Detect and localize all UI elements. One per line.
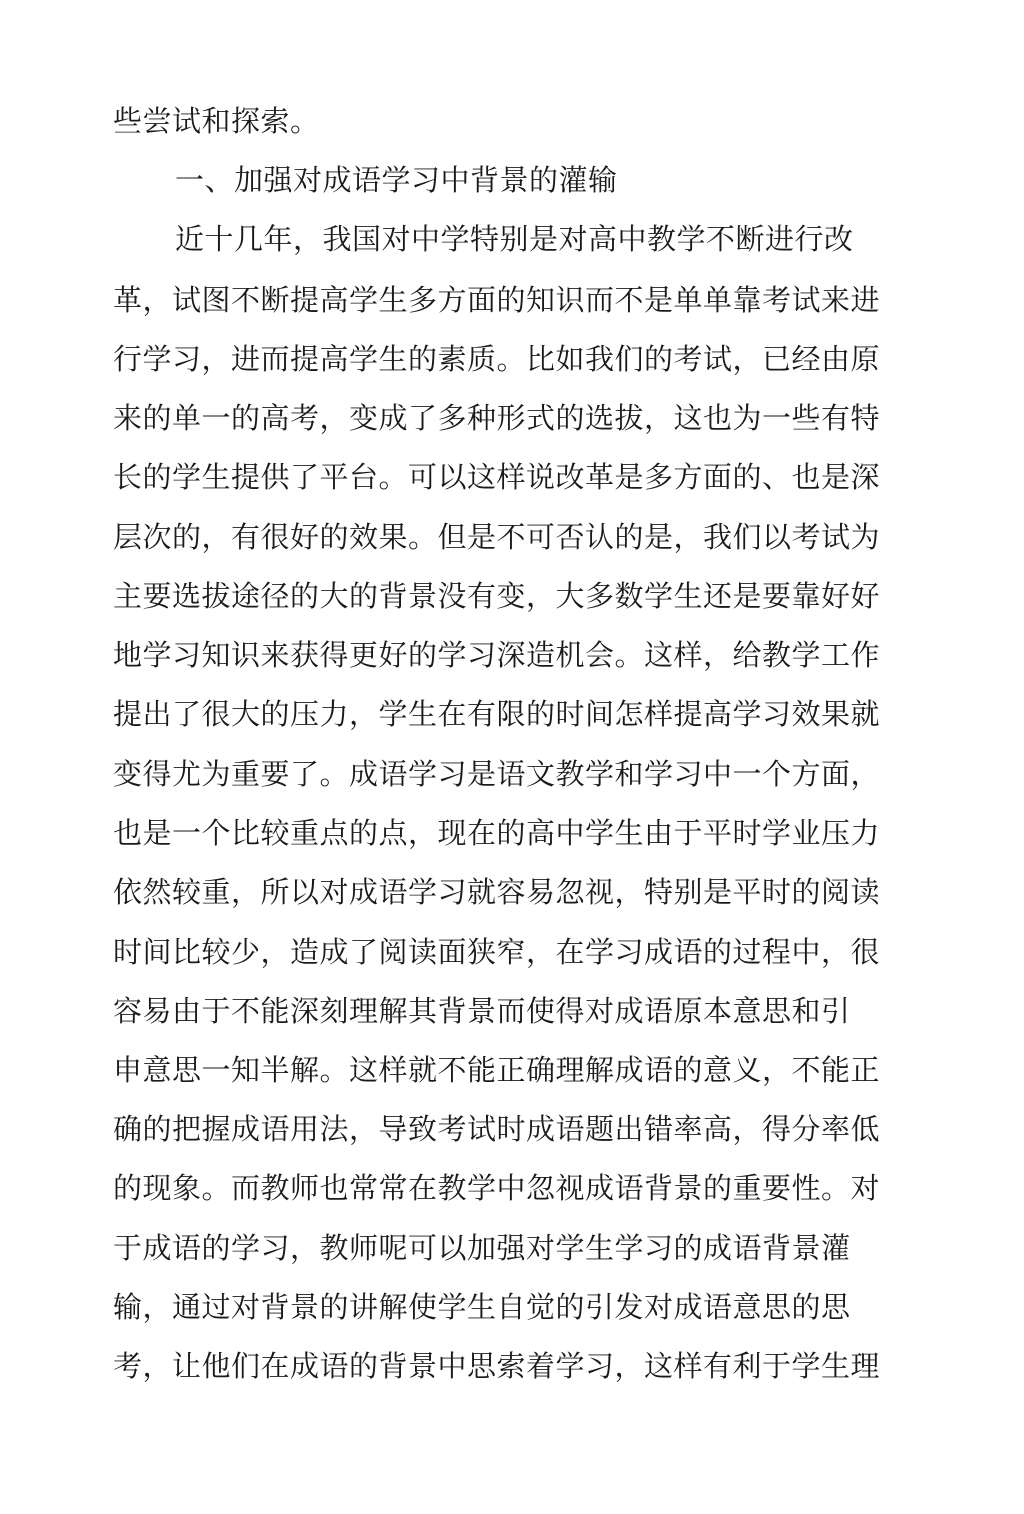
paragraph-line: 革，试图不断提高学生多方面的知识而不是单单靠考试来进	[113, 283, 881, 317]
paragraph-line: 于成语的学习，教师呢可以加强对学生学习的成语背景灌	[113, 1231, 851, 1265]
paragraph-line: 层次的，有很好的效果。但是不可否认的是，我们以考试为	[113, 520, 881, 554]
paragraph-line: 时间比较少，造成了阅读面狭窄，在学习成语的过程中，很	[113, 935, 881, 969]
section-heading: 一、加强对成语学习中背景的灌输	[175, 163, 618, 197]
paragraph-line: 主要选拔途径的大的背景没有变，大多数学生还是要靠好好	[113, 579, 881, 613]
paragraph-line: 变得尤为重要了。成语学习是语文教学和学习中一个方面，	[113, 757, 881, 791]
paragraph-line: 容易由于不能深刻理解其背景而使得对成语原本意思和引	[113, 994, 851, 1028]
paragraph-line: 提出了很大的压力，学生在有限的时间怎样提高学习效果就	[113, 697, 881, 731]
paragraph-line: 考，让他们在成语的背景中思索着学习，这样有利于学生理	[113, 1349, 881, 1383]
paragraph-line: 地学习知识来获得更好的学习深造机会。这样，给教学工作	[113, 638, 881, 672]
paragraph-line: 输，通过对背景的讲解使学生自觉的引发对成语意思的思	[113, 1290, 851, 1324]
paragraph-line: 依然较重，所以对成语学习就容易忽视，特别是平时的阅读	[113, 875, 881, 909]
paragraph-line: 确的把握成语用法，导致考试时成语题出错率高，得分率低	[113, 1112, 881, 1146]
paragraph-line: 来的单一的高考，变成了多种形式的选拔，这也为一些有特	[113, 401, 881, 435]
paragraph-line: 行学习，进而提高学生的素质。比如我们的考试，已经由原	[113, 342, 881, 376]
paragraph-line: 的现象。而教师也常常在教学中忽视成语背景的重要性。对	[113, 1171, 881, 1205]
paragraph-line: 长的学生提供了平台。可以这样说改革是多方面的、也是深	[113, 460, 881, 494]
paragraph-line: 也是一个比较重点的点，现在的高中学生由于平时学业压力	[113, 816, 881, 850]
paragraph-line: 近十几年，我国对中学特别是对高中教学不断进行改	[175, 222, 854, 256]
paragraph-line: 些尝试和探索。	[113, 104, 320, 138]
paragraph-line: 申意思一知半解。这样就不能正确理解成语的意义，不能正	[113, 1053, 881, 1087]
